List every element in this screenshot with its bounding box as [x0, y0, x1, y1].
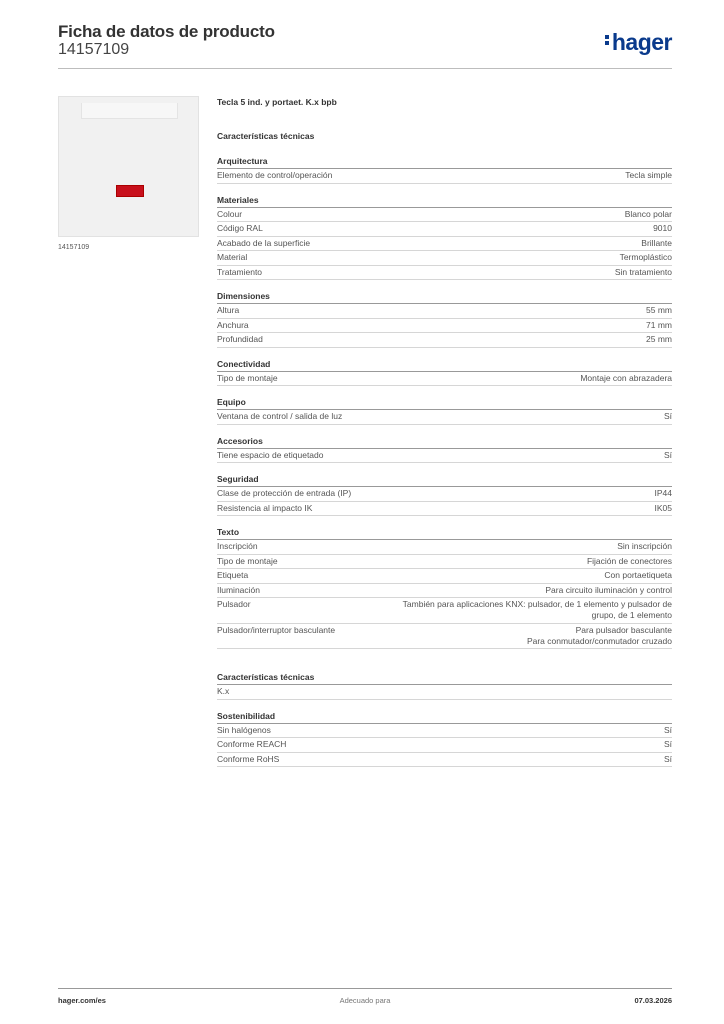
section-title: Seguridad — [217, 474, 259, 484]
spec-row — [217, 598, 672, 624]
footer-divider — [58, 988, 672, 989]
spec-row — [217, 555, 672, 570]
spec-value: Termoplástico — [619, 252, 672, 262]
spec-row — [217, 685, 672, 700]
page-footer — [58, 990, 672, 1004]
footer-center-text: Adecuado para — [339, 996, 391, 1005]
spec-row — [217, 237, 672, 252]
spec-row — [217, 169, 672, 184]
spec-key: Acabado de la superficie — [217, 237, 311, 248]
spec-key: Clase de protección de entrada (IP) — [217, 488, 352, 498]
spec-value: Con portaetiqueta — [604, 570, 672, 580]
spec-key: Elemento de control/operación — [217, 170, 333, 180]
spec-section — [217, 710, 672, 768]
spec-value: Sí — [663, 449, 672, 460]
spec-row — [217, 222, 672, 237]
section-title: Características técnicas — [217, 672, 315, 682]
spec-section — [217, 671, 672, 700]
footer-date: 07.03.2026 — [634, 996, 672, 1005]
page-title: Ficha de datos de producto — [58, 22, 275, 41]
spec-row — [217, 251, 672, 266]
spec-value: Blanco polar — [624, 208, 672, 219]
spec-value: Para pulsador basculante Para conmutador/conmutador cruzado — [526, 624, 672, 646]
spec-key: Iluminación — [217, 584, 260, 595]
section-title: Equipo — [217, 397, 246, 407]
spec-section — [217, 526, 672, 649]
spec-key: Etiqueta — [217, 570, 249, 580]
spec-section — [217, 358, 672, 387]
hager-logo — [605, 29, 672, 56]
spec-key: Resistencia al impacto IK — [217, 502, 313, 513]
spec-value: IP44 — [654, 488, 672, 498]
section-title: Texto — [217, 527, 240, 537]
spec-key: Sin halógenos — [217, 724, 271, 735]
spec-key: Tiene espacio de etiquetado — [217, 449, 324, 460]
spec-value: Tecla simple — [625, 170, 672, 180]
spec-key: Anchura — [217, 319, 249, 330]
product-image — [58, 96, 199, 237]
spec-row — [217, 624, 672, 650]
spec-row — [217, 372, 672, 387]
spec-key: Altura — [217, 305, 240, 315]
spec-row — [217, 569, 672, 584]
spec-value: 25 mm — [646, 334, 672, 344]
spec-value: También para aplicaciones KNX: pulsador, de 1 elemento y pulsador de grupo, de 1 elemento — [402, 599, 672, 620]
section-title: Materiales — [217, 194, 259, 205]
spec-section — [217, 194, 672, 281]
spec-row — [217, 319, 672, 334]
spec-row — [217, 266, 672, 281]
spec-row — [217, 449, 672, 464]
spec-row — [217, 724, 672, 739]
spec-key: Tipo de montaje — [217, 372, 278, 383]
header-divider — [58, 68, 672, 69]
spec-section — [217, 396, 672, 425]
spec-row — [217, 753, 672, 768]
spec-row — [217, 487, 672, 502]
spec-key: Colour — [217, 208, 243, 219]
spec-value: Sí — [663, 724, 672, 735]
section-title: Conectividad — [217, 358, 271, 369]
spec-row — [217, 208, 672, 223]
spec-key: Código RAL — [217, 223, 263, 233]
spec-key: K.x — [217, 686, 230, 696]
image-caption: 14157109 — [58, 244, 90, 251]
spec-value: Sí — [663, 739, 672, 749]
spec-value: IK05 — [654, 502, 672, 513]
section-title: Accesorios — [217, 435, 263, 446]
footer-website[interactable]: hager.com/es — [58, 996, 106, 1005]
spec-value: 71 mm — [646, 319, 672, 330]
product-code: 14157109 — [58, 41, 130, 58]
spec-section — [217, 473, 672, 516]
spec-value: Sin inscripción — [617, 541, 672, 551]
spec-value: Montaje con abrazadera — [580, 372, 672, 383]
spec-row — [217, 540, 672, 555]
spec-row — [217, 502, 672, 517]
spec-section — [217, 155, 672, 184]
section-title: Sostenibilidad — [217, 710, 276, 721]
spec-value: Fijación de conectores — [586, 555, 672, 566]
section-title: Arquitectura — [217, 156, 268, 166]
spec-key: Conforme REACH — [217, 739, 287, 749]
spec-value: Para circuito iluminación y control — [545, 584, 672, 595]
spec-row — [217, 584, 672, 599]
spec-section — [217, 290, 672, 348]
spec-row — [217, 738, 672, 753]
label-slot — [81, 103, 178, 119]
logo-dots-icon — [605, 33, 611, 47]
spec-key: Material — [217, 252, 248, 262]
spec-key: Pulsador — [217, 599, 251, 609]
led-window — [116, 185, 144, 197]
main-heading: Características técnicas — [217, 131, 315, 141]
spec-row — [217, 304, 672, 319]
product-name: Tecla 5 ind. y portaet. K.x bpb — [217, 97, 337, 107]
spec-key: Pulsador/interruptor basculante — [217, 624, 336, 635]
secondary-sections — [217, 671, 672, 767]
spec-content — [217, 96, 672, 767]
spec-key: Profundidad — [217, 334, 263, 344]
spec-row — [217, 333, 672, 348]
spec-value: 55 mm — [646, 305, 672, 315]
spec-key: Inscripción — [217, 541, 258, 551]
spec-value: Sí — [663, 411, 672, 421]
logo-text: hager — [611, 29, 672, 55]
page-header — [58, 22, 672, 68]
section-title: Dimensiones — [217, 291, 270, 301]
spec-value: Brillante — [641, 237, 672, 248]
spec-sections — [217, 155, 672, 649]
spec-key: Conforme RoHS — [217, 753, 280, 764]
spec-value: Sin tratamiento — [614, 266, 672, 277]
spec-value: 9010 — [653, 223, 672, 233]
spec-key: Tipo de montaje — [217, 555, 278, 566]
spec-key: Tratamiento — [217, 266, 263, 277]
spec-key: Ventana de control / salida de luz — [217, 411, 343, 421]
spec-section — [217, 435, 672, 464]
spec-row — [217, 410, 672, 425]
spec-value: Sí — [663, 753, 672, 764]
